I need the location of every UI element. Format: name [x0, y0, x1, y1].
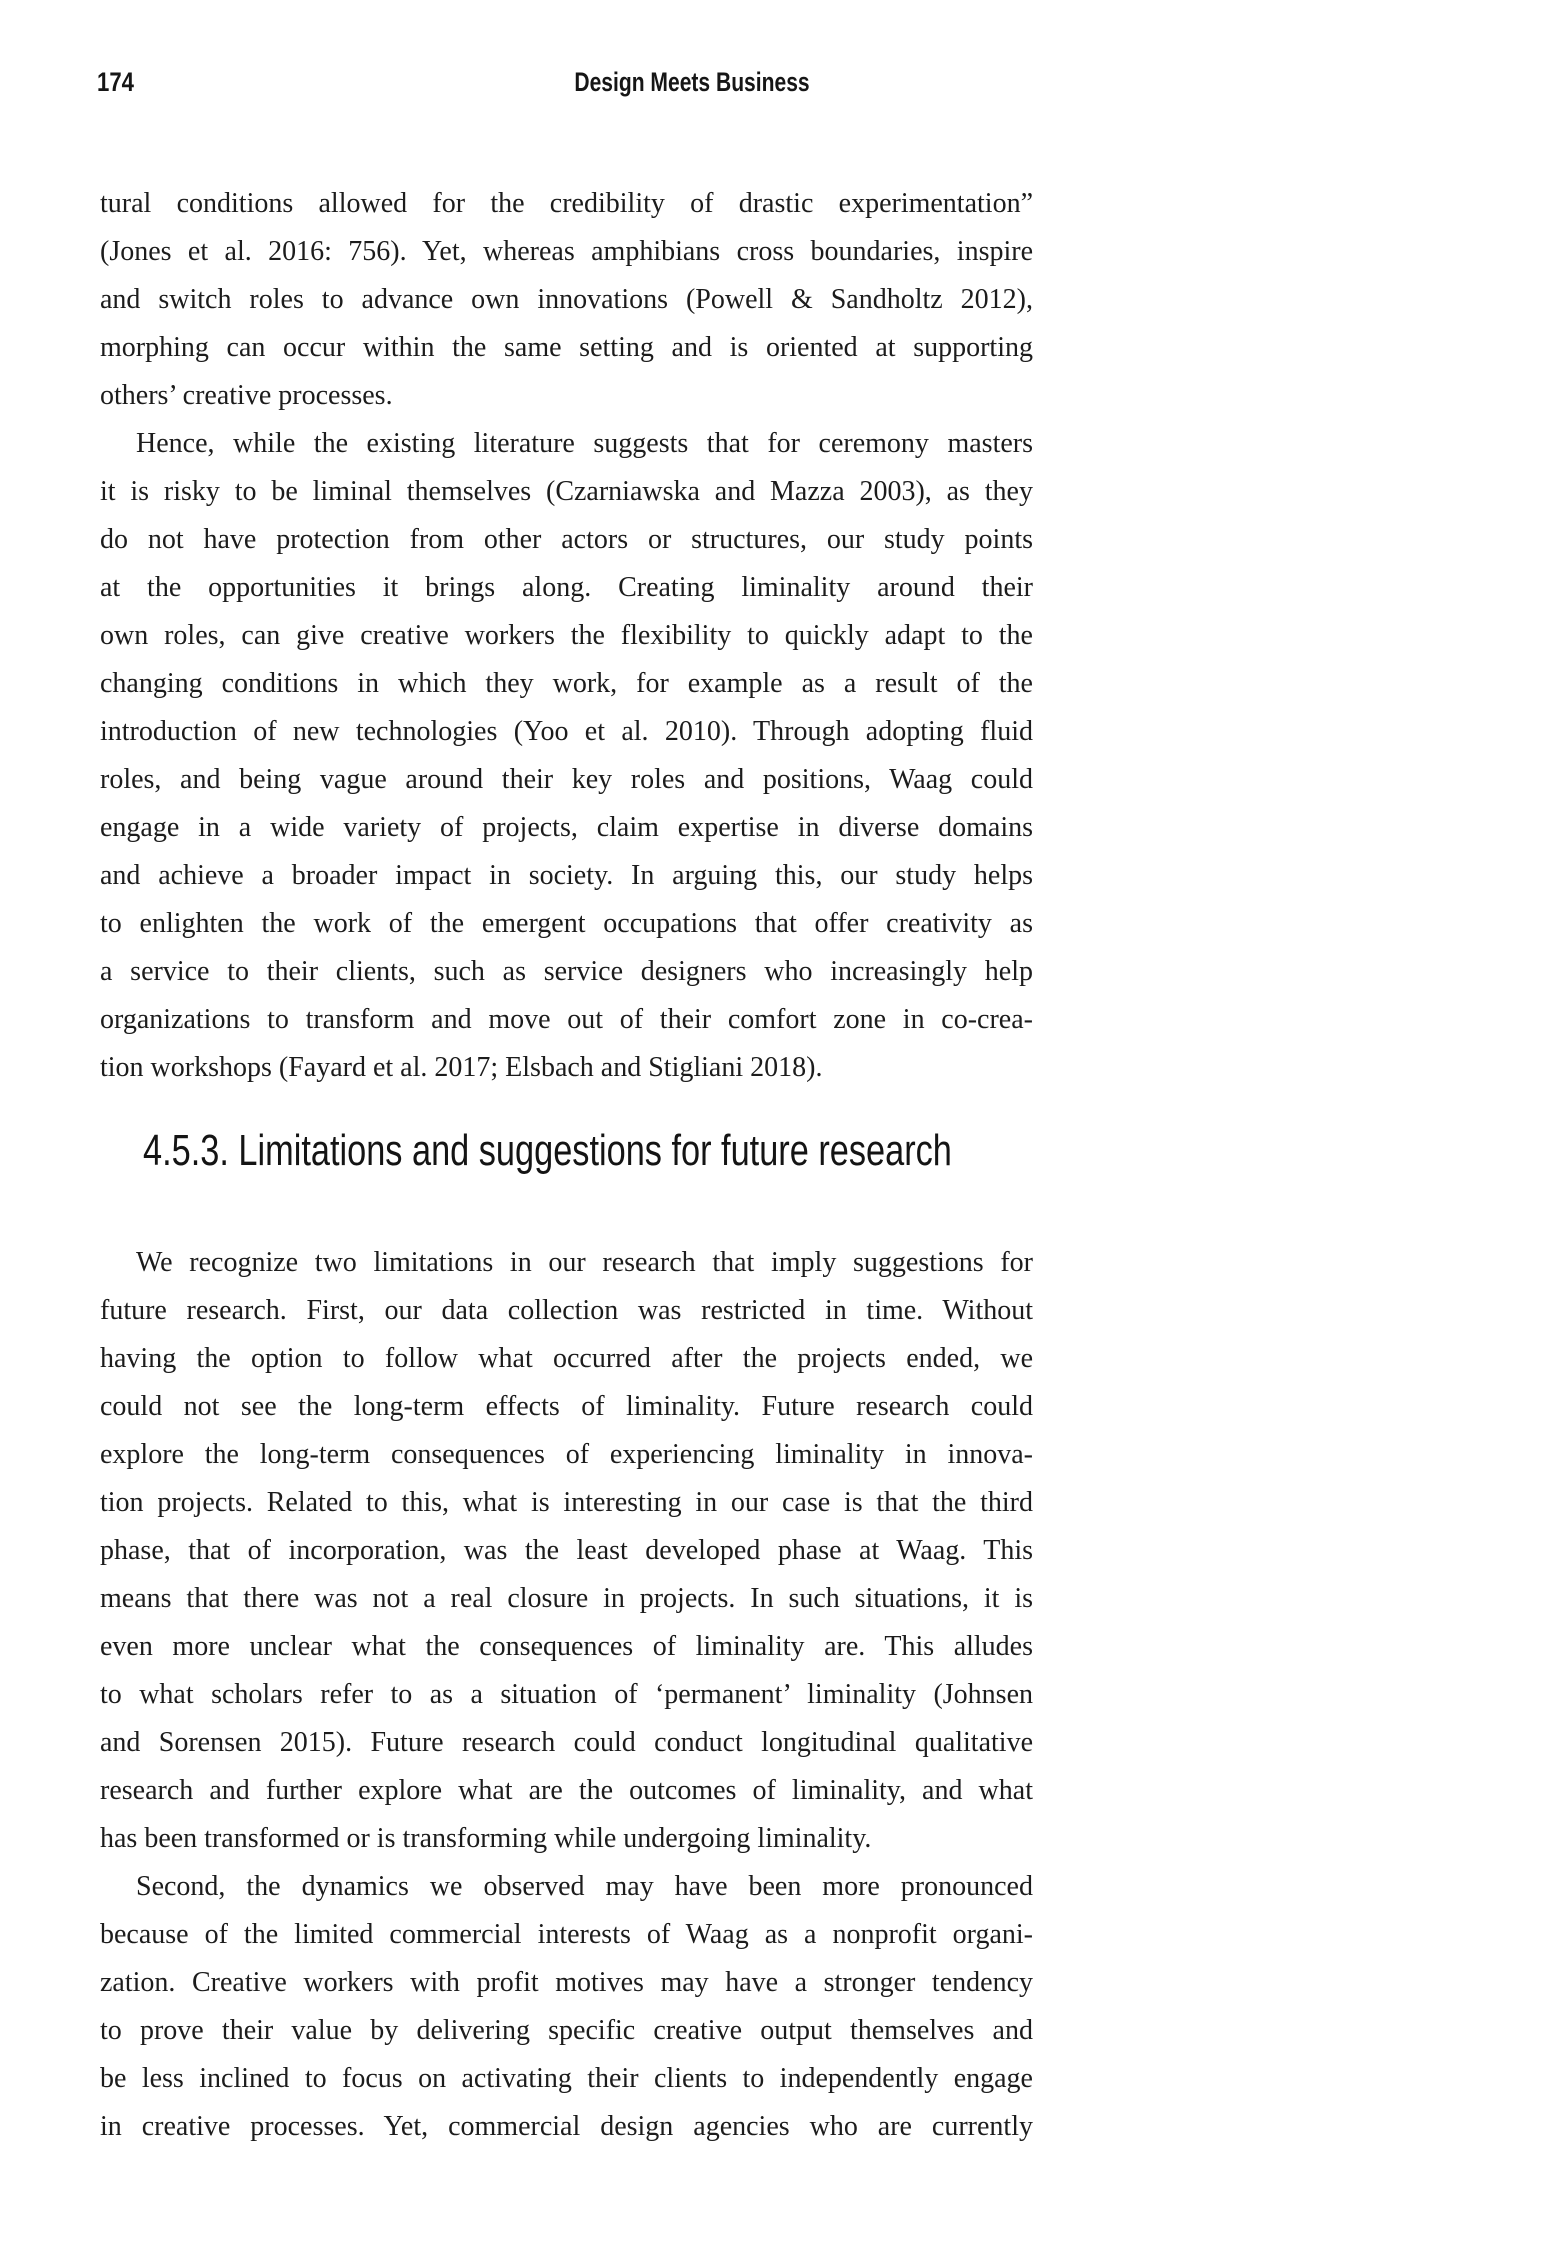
text-line: to enlighten the work of the emergent occupations that offer creativity as [100, 908, 1033, 939]
text-line: and switch roles to advance own innovations (Powell & Sandholtz 2012), [100, 284, 1033, 315]
text-line: (Jones et al. 2016: 756). Yet, whereas amphibians cross boundaries, inspire [100, 236, 1033, 267]
paragraph [100, 420, 1033, 1092]
section-heading: 4.5.3. Limitations and suggestions for future research [143, 1126, 952, 1175]
text-line: and achieve a broader impact in society. In arguing this, our study helps [100, 860, 1033, 891]
text-line: Hence, while the existing literature suggests that for ceremony masters [136, 428, 1033, 459]
text-line: We recognize two limitations in our research that imply suggestions for [136, 1247, 1033, 1278]
text-line: and Sorensen 2015). Future research could conduct longitudinal qualitative [100, 1727, 1033, 1758]
text-line: own roles, can give creative workers the flexibility to quickly adapt to the [100, 620, 1033, 651]
body-text-before-heading [100, 180, 1033, 1092]
text-line: at the opportunities it brings along. Creating liminality around their [100, 572, 1033, 603]
text-line: it is risky to be liminal themselves (Czarniawska and Mazza 2003), as they [100, 476, 1033, 507]
paragraph [100, 180, 1033, 420]
text-line: has been transformed or is transforming while undergoing liminality. [100, 1823, 872, 1854]
text-line: tion projects. Related to this, what is interesting in our case is that the third [100, 1487, 1033, 1518]
text-line: even more unclear what the consequences of liminality are. This alludes [100, 1631, 1033, 1662]
text-line: changing conditions in which they work, for example as a result of the [100, 668, 1033, 699]
text-line: explore the long-term consequences of experiencing liminality in innova- [100, 1439, 1033, 1470]
text-line: could not see the long-term effects of liminality. Future research could [100, 1391, 1033, 1422]
text-column [100, 0, 1033, 2151]
text-line: morphing can occur within the same setting and is oriented at supporting [100, 332, 1033, 363]
running-title: Design Meets Business [574, 67, 810, 97]
text-line: tion workshops (Fayard et al. 2017; Elsbach and Stigliani 2018). [100, 1052, 823, 1083]
text-line: be less inclined to focus on activating their clients to independently engage [100, 2063, 1033, 2094]
text-line: do not have protection from other actors or structures, our study points [100, 524, 1033, 555]
text-line: tural conditions allowed for the credibility of drastic experimentation” [100, 188, 1033, 219]
text-line: phase, that of incorporation, was the least developed phase at Waag. This [100, 1535, 1033, 1566]
body-text-after-heading [100, 1239, 1033, 2151]
text-line: having the option to follow what occurred after the projects ended, we [100, 1343, 1033, 1374]
text-line: because of the limited commercial interests of Waag as a nonprofit organi- [100, 1919, 1033, 1950]
text-line: in creative processes. Yet, commercial design agencies who are currently [100, 2111, 1033, 2142]
text-line: zation. Creative workers with profit motives may have a stronger tendency [100, 1967, 1033, 1998]
page-number: 174 [97, 67, 134, 97]
text-line: others’ creative processes. [100, 380, 393, 411]
text-line: engage in a wide variety of projects, claim expertise in diverse domains [100, 812, 1033, 843]
text-line: roles, and being vague around their key roles and positions, Waag could [100, 764, 1033, 795]
paragraph [100, 1863, 1033, 2151]
text-line: introduction of new technologies (Yoo et al. 2010). Through adopting fluid [100, 716, 1033, 747]
text-line: means that there was not a real closure in projects. In such situations, it is [100, 1583, 1033, 1614]
text-line: research and further explore what are the outcomes of liminality, and what [100, 1775, 1033, 1806]
paragraph [100, 1239, 1033, 1863]
text-line: organizations to transform and move out of their comfort zone in co-crea- [100, 1004, 1033, 1035]
text-line: future research. First, our data collection was restricted in time. Without [100, 1295, 1033, 1326]
text-line: to what scholars refer to as a situation of ‘permanent’ liminality (Johnsen [100, 1679, 1033, 1710]
text-line: to prove their value by delivering specific creative output themselves and [100, 2015, 1033, 2046]
text-line: Second, the dynamics we observed may have been more pronounced [136, 1871, 1033, 1902]
text-line: a service to their clients, such as service designers who increasingly help [100, 956, 1033, 987]
